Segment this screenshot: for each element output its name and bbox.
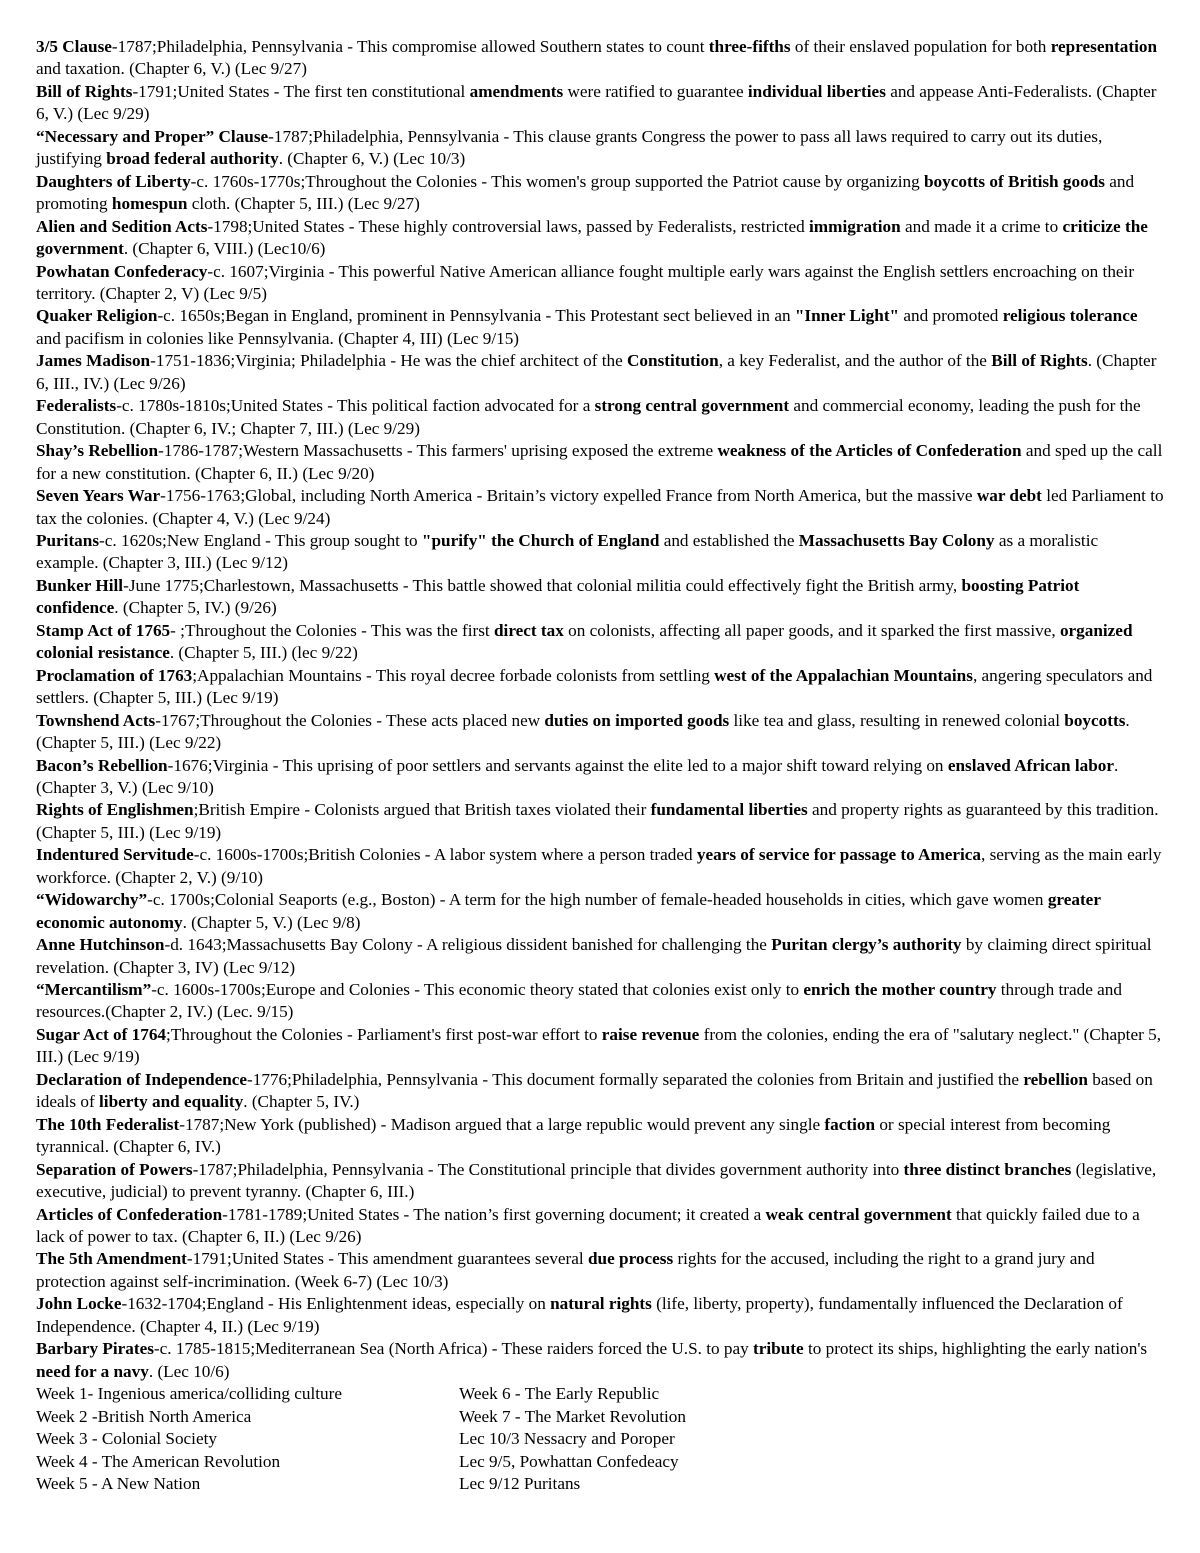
- entry-text: on colonists, affecting all paper goods, and it sparked the first massive,: [563, 620, 1060, 640]
- week-ref-left: Week 5 - A New Nation: [36, 1474, 201, 1493]
- bold-term-text: Bill of Rights: [991, 351, 1088, 371]
- entry-text: and made it a crime to: [900, 216, 1063, 236]
- bold-term-text: Stamp Act of 1765: [36, 620, 171, 640]
- bold-term-text: liberty and equality: [99, 1092, 244, 1112]
- term-entry: [36, 844, 1164, 889]
- entry-text: . (Chapter 5, V.) (Lec 9/8): [182, 912, 361, 932]
- bold-term-text: Rights of Englishmen: [36, 800, 194, 820]
- entry-text: -c. 1600s-1700s;British Colonies - A labor system where a person traded: [193, 845, 697, 865]
- bold-term-text: criticize the government: [36, 216, 1148, 259]
- entry-text: -1798;United States - These highly controversial laws, passed by Federalists, restricted: [207, 216, 810, 236]
- bold-term-text: raise revenue: [601, 1024, 700, 1044]
- entry-text: -c. 1785-1815;Mediterranean Sea (North Africa) - These raiders forced the U.S. to pay: [153, 1339, 754, 1359]
- bold-term-text: Sugar Act of 1764: [36, 1024, 167, 1044]
- bold-term-text: Constitution: [627, 351, 719, 371]
- bold-term-text: Bacon’s Rebellion: [36, 755, 168, 775]
- entry-text: -c. 1700s;Colonial Seaports (e.g., Boston) - A term for the high number of female-headed households in cities, which gave women: [147, 890, 1048, 910]
- term-entry: [36, 665, 1164, 710]
- term-entry: [36, 979, 1164, 1024]
- week-reference-list: [36, 1383, 1164, 1495]
- bold-term-text: need for a navy: [36, 1361, 149, 1381]
- entry-text: based on ideals of: [36, 1069, 1153, 1112]
- bold-term-text: weakness of the Articles of Confederation: [717, 441, 1022, 461]
- bold-term-text: fundamental liberties: [650, 800, 808, 820]
- bold-term-text: Bill of Rights: [36, 81, 133, 101]
- entry-text: ;British Empire - Colonists argued that British taxes violated their: [193, 800, 651, 820]
- bold-term-text: Articles of Confederation: [36, 1204, 223, 1224]
- bold-term-text: boycotts of British goods: [923, 171, 1105, 191]
- term-entry: [36, 1338, 1164, 1383]
- entry-text: and property rights as guaranteed by this tradition. (Chapter 5, III.) (Lec 9/19): [36, 800, 1159, 842]
- entry-text: -1776;Philadelphia, Pennsylvania - This document formally separated the colonies from Britain and justified the: [247, 1069, 1024, 1089]
- bold-term-text: "Inner Light": [794, 306, 900, 326]
- week-ref-right: Lec 10/3 Nessacry and Poroper: [459, 1429, 675, 1449]
- entry-text: -1787;Philadelphia, Pennsylvania - This clause grants Congress the power to pass all laws required to carry out its duties, justifying: [36, 126, 1103, 169]
- bold-term-text: Separation of Powers: [36, 1159, 193, 1179]
- bold-term-text: Massachusetts Bay Colony: [798, 530, 995, 550]
- bold-term-text: west of the Appalachian Mountains: [714, 665, 973, 685]
- bold-term-text: representation: [1050, 37, 1157, 56]
- bold-term-text: individual liberties: [747, 81, 886, 101]
- bold-term-text: homespun: [111, 194, 188, 214]
- entry-text: of their enslaved population for both: [790, 37, 1051, 56]
- bold-term-text: rebellion: [1023, 1069, 1088, 1089]
- bold-term-text: enslaved African labor: [947, 755, 1114, 775]
- bold-term-text: Proclamation of 1763: [36, 665, 193, 685]
- entry-text: (life, liberty, property), fundamentally influenced the Declaration of Independence. (Chapter 4, II.) (Lec 9/19): [36, 1294, 1123, 1336]
- entry-text: -c. 1780s-1810s;United States - This political faction advocated for a: [116, 396, 595, 416]
- week-ref-left: Week 2 -British North America: [36, 1406, 252, 1426]
- bold-term-text: The 10th Federalist: [36, 1114, 180, 1134]
- bold-term-text: organized colonial resistance: [36, 620, 1133, 663]
- entry-text: -1791;United States - This amendment guarantees several: [186, 1249, 588, 1269]
- entry-text: or special interest from becoming tyrannical. (Chapter 6, IV.): [36, 1114, 1111, 1157]
- entry-text: -June 1775;Charlestown, Massachusetts - This battle showed that colonial militia could effectively fight the British army,: [123, 575, 962, 595]
- entry-text: by claiming direct spiritual revelation. (Chapter 3, IV) (Lec 9/12): [36, 935, 1152, 977]
- bold-term-text: The 5th Amendment: [36, 1249, 187, 1269]
- entry-text: -1676;Virginia - This uprising of poor settlers and servants against the elite led to a major shift toward relying on: [167, 755, 948, 775]
- entry-text: ;Throughout the Colonies - Parliament's first post-war effort to: [166, 1024, 602, 1044]
- entry-text: and sped up the call for a new constitution. (Chapter 6, II.) (Lec 9/20): [36, 441, 1163, 483]
- bold-term-text: due process: [587, 1249, 674, 1269]
- bold-term-text: years of service for passage to America: [696, 845, 982, 865]
- term-entry: [36, 305, 1164, 350]
- term-entry: [36, 1248, 1164, 1293]
- entry-text: as a moralistic example. (Chapter 3, III.) (Lec 9/12): [36, 530, 1099, 573]
- bold-term-text: Townshend Acts: [36, 710, 156, 730]
- term-entry: [36, 1293, 1164, 1338]
- entry-text: -1787;New York (published) - Madison argued that a large republic would prevent any single: [179, 1114, 825, 1134]
- bold-term-text: three-fifths: [708, 37, 791, 56]
- entry-text: . (Chapter 3, V.) (Lec 9/10): [36, 755, 1119, 797]
- entry-text: cloth. (Chapter 5, III.) (Lec 9/27): [187, 194, 420, 214]
- bold-term-text: natural rights: [550, 1294, 652, 1314]
- bold-term-text: Daughters of Liberty: [36, 171, 191, 191]
- bold-term-text: Seven Years War: [36, 486, 161, 506]
- bold-term-text: 3/5 Clause: [36, 37, 112, 56]
- bold-term-text: amendments: [469, 81, 564, 101]
- term-entry: [36, 889, 1164, 934]
- term-entry: [36, 171, 1164, 216]
- entry-text: -1781-1789;United States - The nation’s first governing document; it created a: [222, 1204, 766, 1224]
- entry-text: through trade and resources.(Chapter 2, IV.) (Lec. 9/15): [36, 980, 1122, 1022]
- entry-text: and appease Anti-Federalists. (Chapter 6, V.) (Lec 9/29): [36, 81, 1157, 124]
- entry-text: -c. 1620s;New England - This group sought to: [99, 530, 422, 550]
- week-ref-left: Week 3 - Colonial Society: [36, 1429, 217, 1449]
- bold-term-text: weak central government: [765, 1204, 952, 1224]
- bold-term-text: “Widowarchy”: [36, 890, 148, 910]
- entry-text: -c. 1650s;Began in England, prominent in Pennsylvania - This Protestant sect believed in an: [157, 306, 795, 326]
- week-ref-right: Week 6 - The Early Republic: [459, 1384, 660, 1404]
- bold-term-text: greater economic autonomy: [36, 890, 1101, 932]
- entry-text: to protect its ships, highlighting the early nation's: [803, 1339, 1148, 1359]
- entry-text: that quickly failed due to a lack of power to tax. (Chapter 6, II.) (Lec 9/26): [36, 1204, 1140, 1247]
- entry-text: -1767;Throughout the Colonies - These acts placed new: [155, 710, 545, 730]
- term-entry: [36, 126, 1164, 171]
- bold-term-text: duties on imported goods: [544, 710, 730, 730]
- entry-text: and promoted: [899, 306, 1003, 326]
- week-ref-right: Lec 9/5, Powhattan Confedeacy: [459, 1451, 679, 1471]
- entry-text: . (Chapter 6, III., IV.) (Lec 9/26): [36, 351, 1157, 393]
- bold-term-text: tribute: [753, 1339, 804, 1359]
- entry-text: . (Chapter 5, IV.) (9/26): [114, 598, 277, 618]
- week-ref-left: Week 4 - The American Revolution: [36, 1451, 281, 1471]
- entry-text: -c. 1760s-1770s;Throughout the Colonies - This women's group supported the Patriot cause by organizing: [190, 171, 924, 191]
- entry-text: , angering speculators and settlers. (Chapter 5, III.) (Lec 9/19): [36, 665, 1153, 708]
- term-entry: [36, 485, 1164, 530]
- term-entry: [36, 1159, 1164, 1204]
- entry-text: and commercial economy, leading the push for the Constitution. (Chapter 6, IV.; Chapter 7, III.) (Lec 9/29): [36, 396, 1141, 438]
- week-ref-right: Week 7 - The Market Revolution: [459, 1406, 686, 1426]
- week-ref-right: Lec 9/12 Puritans: [459, 1474, 581, 1493]
- term-entry: [36, 350, 1164, 395]
- bold-term-text: boosting Patriot confidence: [36, 575, 1080, 618]
- entry-text: . (Chapter 5, III.) (Lec 9/22): [36, 710, 1130, 753]
- entry-text: -1787;Philadelphia, Pennsylvania - This compromise allowed Southern states to count: [111, 37, 709, 56]
- entry-text: like tea and glass, resulting in renewed colonial: [729, 710, 1065, 730]
- entry-text: . (Chapter 5, IV.): [243, 1092, 360, 1112]
- bold-term-text: Bunker Hill: [36, 575, 124, 595]
- bold-term-text: immigration: [809, 216, 901, 236]
- entry-text: were ratified to guarantee: [563, 81, 748, 101]
- term-entry: [36, 395, 1164, 440]
- bold-term-text: Declaration of Independence: [36, 1069, 248, 1089]
- term-entry: [36, 755, 1164, 800]
- bold-term-text: war debt: [976, 486, 1042, 506]
- entry-text: -1632-1704;England - His Enlightenment ideas, especially on: [121, 1294, 551, 1314]
- entry-text: -1786-1787;Western Massachusetts - This farmers' uprising exposed the extreme: [158, 441, 718, 461]
- entry-text: led Parliament to tax the colonies. (Chapter 4, V.) (Lec 9/24): [36, 486, 1164, 528]
- bold-term-text: religious tolerance: [1002, 306, 1138, 326]
- bold-term-text: Shay’s Rebellion: [36, 441, 159, 461]
- entry-text: . (Chapter 5, III.) (lec 9/22): [169, 643, 358, 663]
- term-entry: [36, 1204, 1164, 1249]
- term-entry: [36, 575, 1164, 620]
- bold-term-text: Federalists: [36, 396, 117, 416]
- bold-term-text: direct tax: [493, 620, 564, 640]
- entry-text: - ;Throughout the Colonies - This was the first: [170, 620, 494, 640]
- term-entry: [36, 799, 1164, 844]
- term-entry: [36, 261, 1164, 306]
- term-entry: [36, 1069, 1164, 1114]
- term-entry: [36, 1024, 1164, 1069]
- entry-text: , serving as the main early workforce. (Chapter 2, V.) (9/10): [36, 845, 1162, 887]
- bold-term-text: three distinct branches: [903, 1159, 1072, 1179]
- bold-term-text: Indentured Servitude: [36, 845, 194, 865]
- term-entry: [36, 620, 1164, 665]
- bold-term-text: Anne Hutchinson: [36, 935, 165, 955]
- entry-text: -c. 1600s-1700s;Europe and Colonies - This economic theory stated that colonies exist only to: [151, 980, 804, 1000]
- entry-text: from the colonies, ending the era of "salutary neglect." (Chapter 5, III.) (Lec 9/19): [36, 1024, 1162, 1067]
- bold-term-text: “Mercantilism”: [36, 980, 152, 1000]
- term-entry: [36, 216, 1164, 261]
- entry-text: (legislative, executive, judicial) to prevent tyranny. (Chapter 6, III.): [36, 1159, 1157, 1202]
- entry-text: and promoting: [36, 171, 1135, 214]
- term-list: [36, 36, 1164, 1383]
- bold-term-text: Barbary Pirates: [36, 1339, 154, 1359]
- entry-text: and pacifism in colonies like Pennsylvania. (Chapter 4, III) (Lec 9/15): [36, 328, 520, 348]
- bold-term-text: faction: [824, 1114, 876, 1134]
- bold-term-text: "purify" the Church of England: [421, 530, 660, 550]
- bold-term-text: John Locke: [36, 1294, 122, 1314]
- bold-term-text: Quaker Religion: [36, 306, 158, 326]
- entry-text: and taxation. (Chapter 6, V.) (Lec 9/27): [36, 59, 307, 79]
- bold-term-text: Alien and Sedition Acts: [36, 216, 208, 236]
- bold-term-text: Powhatan Confederacy: [36, 261, 208, 281]
- term-entry: [36, 440, 1164, 485]
- entry-text: and established the: [659, 530, 799, 550]
- bold-term-text: enrich the mother country: [803, 980, 997, 1000]
- term-entry: [36, 81, 1164, 126]
- entry-text: -1756-1763;Global, including North America - Britain’s victory expelled France from North America, but the massive: [160, 486, 977, 506]
- bold-term-text: James Madison: [36, 351, 151, 371]
- entry-text: -d. 1643;Massachusetts Bay Colony - A religious dissident banished for challenging the: [164, 935, 772, 955]
- entry-text: -1787;Philadelphia, Pennsylvania - The Constitutional principle that divides government authority into: [192, 1159, 904, 1179]
- entry-text: -1751-1836;Virginia; Philadelphia - He was the chief architect of the: [150, 351, 628, 371]
- bold-term-text: boycotts: [1064, 710, 1126, 730]
- entry-text: ;Appalachian Mountains - This royal decree forbade colonists from settling: [192, 665, 715, 685]
- entry-text: , a key Federalist, and the author of the: [718, 351, 992, 371]
- term-entry: [36, 36, 1164, 81]
- entry-text: . (Chapter 6, V.) (Lec 10/3): [278, 149, 466, 169]
- term-entry: [36, 530, 1164, 575]
- week-ref-left: Week 1- Ingenious america/colliding culture: [36, 1384, 342, 1404]
- bold-term-text: Puritan clergy’s authority: [771, 935, 962, 955]
- entry-text: rights for the accused, including the right to a grand jury and protection against self-incrimination. (Week 6-7) (Lec 10/3): [36, 1249, 1095, 1291]
- entry-text: . (Lec 10/6): [148, 1361, 230, 1381]
- term-entry: [36, 710, 1164, 755]
- bold-term-text: strong central government: [594, 396, 790, 416]
- term-entry: [36, 934, 1164, 979]
- bold-term-text: Puritans: [36, 530, 100, 550]
- entry-text: -c. 1607;Virginia - This powerful Native American alliance fought multiple early wars against the English settlers encroaching on their territory. (Chapter 2, V) (Lec 9/5): [36, 261, 1135, 303]
- term-entry: [36, 1114, 1164, 1159]
- bold-term-text: broad federal authority: [106, 149, 279, 169]
- bold-term-text: “Necessary and Proper” Clause: [36, 126, 269, 146]
- entry-text: -1791;United States - The first ten constitutional: [132, 81, 470, 101]
- entry-text: . (Chapter 6, VIII.) (Lec10/6): [123, 239, 326, 259]
